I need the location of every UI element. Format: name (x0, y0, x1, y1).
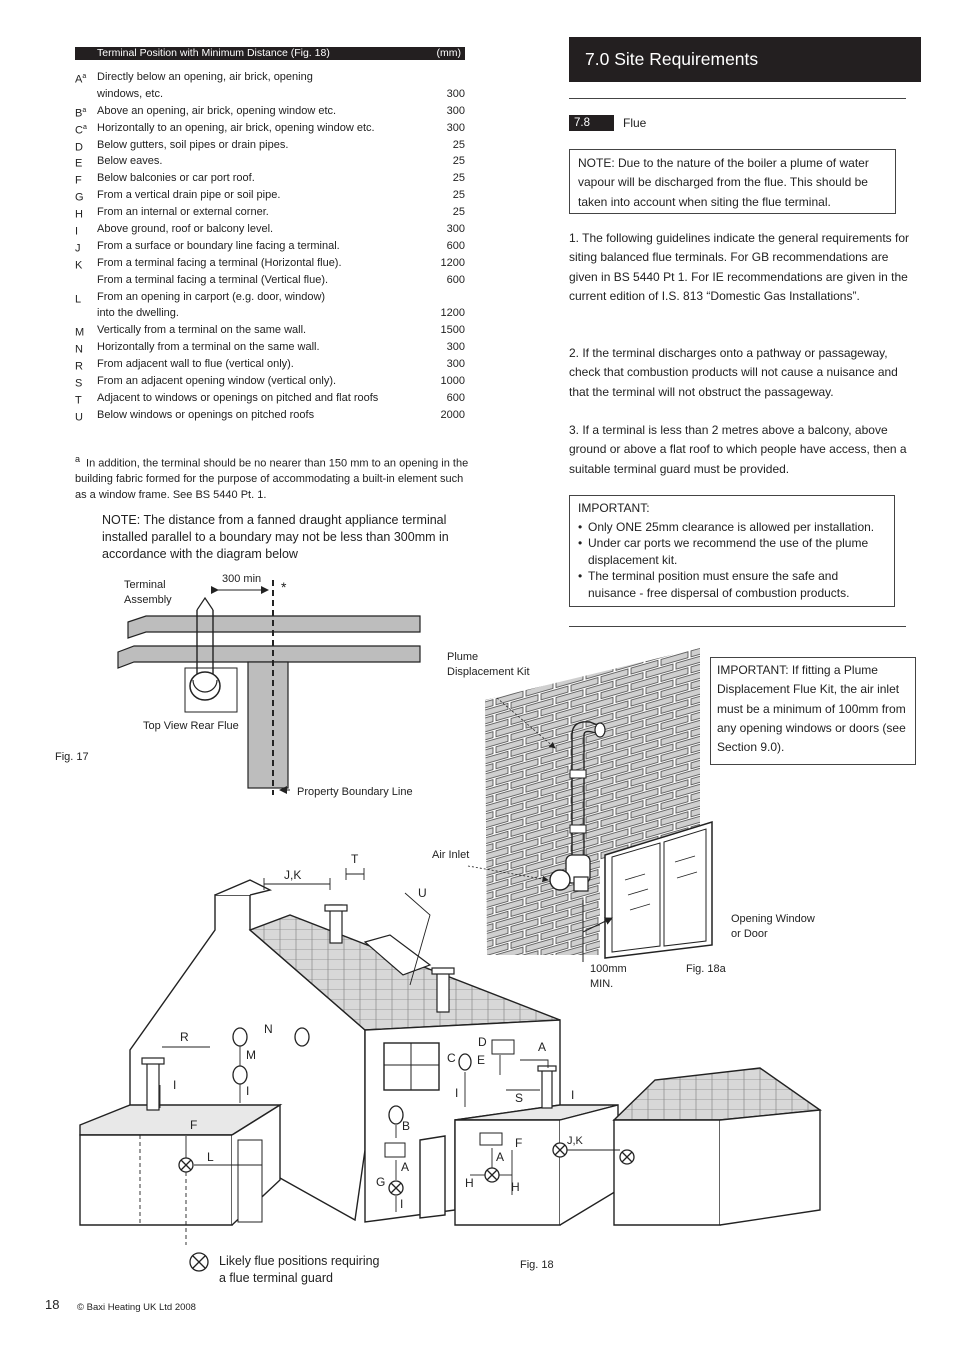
fig18a-air-inlet-label: Air Inlet (432, 849, 470, 861)
row-value: 25 (452, 206, 465, 219)
fig18a-caption: Fig. 18a (686, 963, 726, 975)
fig18-label-m: M (246, 1048, 256, 1062)
important-box-plume (710, 657, 916, 765)
paragraph-1: 1. The following guidelines indicate the general requirements for siting balanced flue terminals. For GB recommendations are given in BS 5440 Pt 1. For IE recommendations are given in the current edition of I.S. 813 “Domestic Gas Installations”. (569, 231, 909, 303)
legend-line2: a flue terminal guard (219, 1271, 333, 1285)
fig18-label-i5: I (400, 1197, 404, 1211)
table-header-unit: (mm) (436, 47, 461, 59)
row-value: 25 (452, 189, 465, 202)
row-description: Horizontally from a terminal on the same wall. (97, 341, 320, 354)
row-letter-text: I (75, 225, 79, 238)
row-value: 25 (452, 172, 465, 185)
fig18-label-e: E (477, 1053, 486, 1067)
fig18-label-a2: A (401, 1160, 410, 1174)
row-description: From an opening in carport (e.g. door, window) (97, 290, 326, 303)
plume-line2: Displacement Kit (447, 666, 530, 678)
important-title: IMPORTANT: (717, 663, 789, 677)
fig18-label-i2: I (246, 1084, 250, 1098)
row-description: From adjacent wall to flue (vertical only). (97, 358, 294, 371)
fig18-label-s: S (515, 1091, 524, 1105)
fig18a-plume-kit-label (447, 650, 530, 680)
fig18a-diagram (468, 648, 712, 962)
row-description: Above an opening, air brick, opening window etc. (97, 104, 337, 117)
row-description: Below eaves. (97, 155, 163, 168)
row-letter-text: H (75, 208, 83, 221)
row-letter-text: L (75, 293, 82, 306)
fig18a-opening-label (731, 912, 815, 942)
row-letter-text: R (75, 360, 83, 373)
important-item-2: • Under car ports we recommend the use of the plume displacement kit. (578, 535, 886, 568)
row-value: 2000 (440, 408, 465, 421)
note-text: Due to the nature of the boiler a plume of water vapour will be discharged from the flue. This should be taken into account when siting the flue terminal. (578, 156, 869, 209)
plume-line1: Plume (447, 651, 479, 663)
fig18-legend-text (219, 1253, 380, 1287)
fig18-label-u: U (418, 886, 427, 900)
note-text: The distance from a fanned draught appliance terminal installed parallel to a boundary may not be less than 300mm in accordance with the diagram below (102, 513, 449, 561)
row-description: Below gutters, soil pipes or drain pipes. (97, 138, 289, 151)
row-value: 300 (446, 358, 465, 371)
row-value: 600 (446, 273, 465, 286)
row-description: From a surface or boundary line facing a terminal. (97, 239, 340, 252)
fig18a-min-label (590, 962, 627, 992)
row-value: 300 (446, 121, 465, 134)
row-letter-text: J (75, 242, 81, 255)
fig18-label-n: N (264, 1022, 273, 1036)
row-letter-text: A (75, 73, 83, 86)
fig17-asterisk: * (281, 579, 287, 595)
important-item-1-pre: Only (588, 519, 617, 534)
fig18-label-i1: I (173, 1078, 177, 1092)
fig18-label-i4: I (571, 1088, 575, 1102)
paragraph-3: 3. If a terminal is less than 2 metres above a balcony, above ground or above a flat roof to which people have access, then a suitable terminal guard must be provided. (569, 423, 907, 476)
note-label: NOTE: (578, 156, 615, 170)
row-letter-text: F (75, 175, 82, 187)
min-line1: 100mm (590, 963, 627, 975)
min-line2: MIN. (590, 978, 614, 990)
row-description: Adjacent to windows or openings on pitched and flat roofs (97, 391, 379, 404)
subsection-title: Flue (623, 116, 647, 130)
row-value: 600 (446, 239, 465, 252)
row-letter-text: C (75, 124, 83, 137)
fig18-label-f2: F (515, 1136, 523, 1150)
fig17-top-view-label: Top View Rear Flue (143, 720, 239, 732)
fig17-caption: Fig. 17 (55, 751, 89, 763)
row-description: windows, etc. (97, 87, 164, 100)
table-header-title: Terminal Position with Minimum Distance (Fig. 18) (97, 47, 330, 59)
fig18-label-t: T (351, 852, 359, 866)
row-letter-text: T (75, 394, 82, 407)
row-description: Below balconies or car port roof. (97, 172, 255, 185)
row-value: 1000 (440, 375, 465, 388)
important-item-3: • The terminal position must ensure the safe and nuisance - free dispersal of combustion products. (578, 568, 886, 601)
row-description: Directly below an opening, air brick, opening (97, 71, 313, 83)
footnote-marker: a (75, 454, 81, 464)
fig18-label-r: R (180, 1030, 189, 1044)
fig18-label-d: D (478, 1035, 487, 1049)
row-description: Horizontally to an opening, air brick, opening window etc. (97, 121, 375, 134)
legend-line1: Likely flue positions requiring (219, 1254, 380, 1268)
fig18-label-a3: A (496, 1150, 505, 1164)
row-letter-text: U (75, 411, 83, 424)
row-description: From a vertical drain pipe or soil pipe. (97, 189, 281, 202)
fig18-label-h2: H (511, 1180, 520, 1194)
copyright: © Baxi Heating UK Ltd 2008 (77, 1302, 196, 1313)
fig18-label-jk2: J,K (567, 1135, 583, 1147)
fig18-label-a1: A (538, 1040, 547, 1054)
row-letter-sup: a (82, 106, 87, 114)
row-description: From an adjacent opening window (vertical only). (97, 375, 337, 388)
opening-line1: Opening Window (731, 913, 815, 925)
fig18-label-l: L (207, 1150, 214, 1164)
fig17-min-label: 300 min (222, 573, 262, 585)
row-description: From an internal or external corner. (97, 206, 269, 219)
opening-line2: or Door (731, 928, 768, 940)
row-letter-text: D (75, 141, 83, 154)
row-letter-text: B (75, 107, 83, 120)
fig18-label-i3: I (455, 1086, 459, 1100)
paragraph-2: 2. If the terminal discharges onto a pathway or passageway, check that combustion products will not cause a nuisance and that the terminal will not obstruct the passageway. (569, 346, 898, 399)
footnote-text: In addition, the terminal should be no nearer than 150 mm to an opening in the building fabric formed for the purpose of accommodating a built-in element such as a window frame. See BS 5440 Pt. 1. (75, 457, 469, 501)
note-label: NOTE: (102, 513, 141, 527)
row-value: 1500 (440, 324, 465, 337)
subsection-number: 7.8 (569, 115, 614, 131)
row-letter-text: K (75, 259, 83, 272)
row-value: 1200 (440, 307, 465, 320)
row-value: 600 (446, 391, 465, 404)
row-value: 1200 (440, 256, 465, 269)
row-letter-text: G (75, 191, 84, 204)
page-number: 18 (45, 1297, 60, 1312)
row-value: 300 (446, 87, 465, 100)
row-value: 25 (452, 138, 465, 151)
fig18-label-g: G (376, 1175, 386, 1189)
row-value: 300 (446, 341, 465, 354)
fig18-label-h1: H (465, 1176, 474, 1190)
row-letter-sup: a (82, 123, 87, 131)
row-letter-text: N (75, 343, 83, 356)
section-title-bar: 7.0 Site Requirements (569, 37, 921, 82)
row-description: From a terminal facing a terminal (Horizontal flue). (97, 256, 342, 269)
fig18-label-f1: F (190, 1118, 198, 1132)
row-description: Below windows or openings on pitched roofs (97, 408, 315, 421)
fig17-boundary-label: Property Boundary Line (297, 786, 413, 798)
important-item-1-strong: ONE (616, 519, 643, 534)
fig18-label-b: B (402, 1119, 411, 1133)
row-description: Vertically from a terminal on the same wall. (97, 324, 307, 337)
row-value: 300 (446, 104, 465, 117)
row-letter-text: E (75, 158, 83, 171)
row-letter-text: M (75, 327, 85, 340)
row-value: 300 (446, 223, 465, 236)
row-description: into the dwelling. (97, 307, 179, 320)
row-letter-text: S (75, 377, 83, 390)
important-text: If fitting a Plume Displacement Flue Kit, the air inlet must be a minimum of 100mm from any opening windows or doors (see Section 9.0). (717, 663, 906, 755)
fig17-terminal-line1: Terminal (124, 579, 166, 591)
row-value: 25 (452, 155, 465, 168)
important-title: IMPORTANT: (578, 501, 650, 515)
fig18-label-jk: J,K (284, 868, 302, 882)
fig18-caption: Fig. 18 (520, 1259, 554, 1271)
row-letter-sup: a (82, 73, 87, 80)
fig18-label-c: C (447, 1051, 456, 1065)
fig17-terminal-line2: Assembly (124, 594, 172, 606)
important-item-1-post: 25mm clearance is allowed per installation. (642, 519, 875, 534)
fig17-diagram (118, 580, 420, 795)
row-description: From a terminal facing a terminal (Vertical flue). (97, 273, 329, 286)
row-description: Above ground, roof or balcony level. (97, 223, 274, 236)
